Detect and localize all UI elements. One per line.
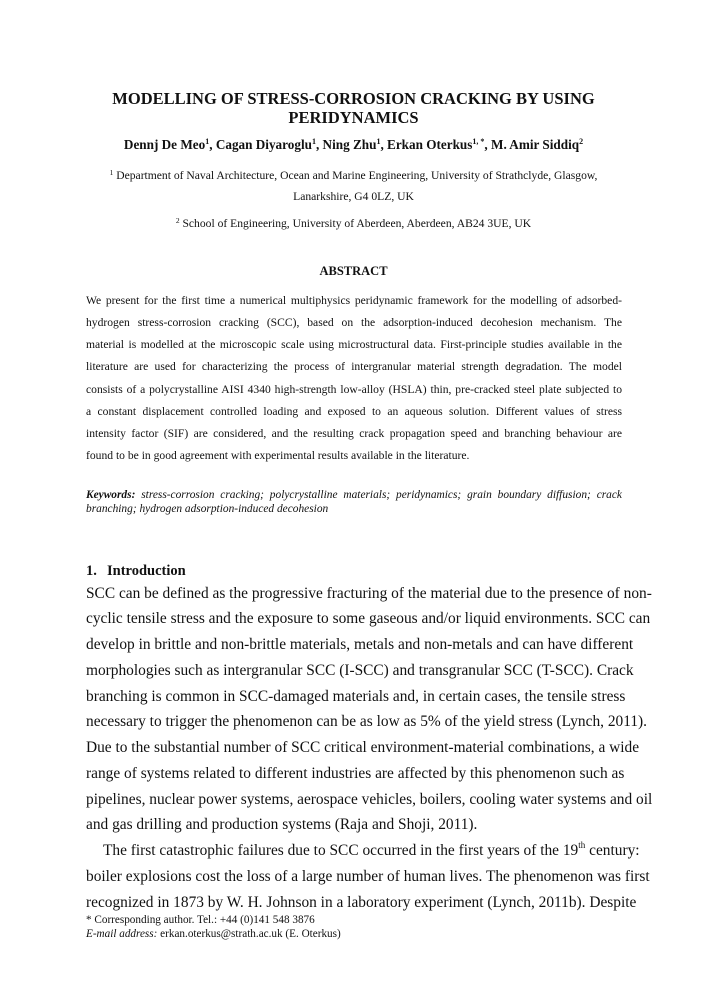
section-title: Introduction: [107, 563, 186, 579]
affiliation-text: School of Engineering, University of Aberdeen, Aberdeen, AB24 3UE, UK: [179, 217, 532, 230]
author-affiliation-mark: 1: [205, 137, 210, 146]
body-line: boiler explosions cost the loss of a large number of human lives. The phenomenon was first: [86, 868, 650, 885]
affiliation-mark: 1: [109, 168, 114, 177]
paper-title-line-1: MODELLING OF STRESS-CORROSION CRACKING BY USING: [112, 89, 595, 108]
abstract-heading: ABSTRACT: [319, 264, 388, 278]
author-affiliation-mark: 2: [579, 137, 584, 146]
section-heading-introduction: [86, 563, 186, 580]
ordinal-superscript: th: [578, 840, 586, 850]
author-affiliation-mark: 1: [376, 137, 381, 146]
abstract-line: literature are used for characterizing the process of intergranular material strength degradation. The model: [86, 360, 622, 373]
author-name: Dennj De Meo: [123, 137, 206, 152]
affiliation-mark: 2: [175, 216, 180, 225]
body-line: cyclic tensile stress and the exposure to some gaseous and/or liquid environments. SCC can: [86, 610, 651, 627]
abstract-line: found to be in good agreement with experimental results available in the literature.: [86, 449, 470, 462]
abstract-line: a constant displacement controlled loading and exposed to an aqueous solution. Different values of stress: [86, 405, 622, 418]
author-separator: ,: [380, 137, 388, 152]
paper-title-line-2: PERIDYNAMICS: [288, 108, 419, 127]
author-name: M. Amir Siddiq: [491, 137, 580, 152]
body-line: develop in brittle and non-brittle materials, metals and non-metals and can have different: [86, 636, 634, 653]
affiliation-text: Department of Naval Architecture, Ocean and Marine Engineering, University of Strathclyde, Glasgow,: [113, 169, 598, 182]
body-line: necessary to trigger the phenomenon can be as low as 5% of the yield stress (Lynch, 2011).: [86, 713, 648, 730]
section-number: 1.: [86, 563, 97, 579]
email-label: E-mail address:: [86, 928, 158, 940]
footnote-corresponding-author: * Corresponding author. Tel.: +44 (0)141 548 3876: [86, 914, 315, 926]
author-name: Ning Zhu: [322, 137, 377, 152]
body-line: pipelines, nuclear power systems, aerospace vehicles, boilers, cooling water systems and oil: [86, 791, 653, 808]
body-line: morphologies such as intergranular SCC (I-SCC) and transgranular SCC (T-SCC). Crack: [86, 662, 634, 679]
author-separator: ,: [484, 137, 491, 152]
body-line: [103, 840, 640, 860]
abstract-line: intensity factor (SIF) are considered, and the resulting crack propagation speed and branching behaviour are: [86, 427, 622, 440]
affiliation-1-line-2: Lanarkshire, G4 0LZ, UK: [293, 190, 414, 203]
email-value: erkan.oterkus@strath.ac.uk (E. Oterkus): [157, 928, 341, 940]
keywords-line-1: [86, 488, 622, 502]
affiliation-1: [0, 169, 707, 183]
body-line: branching is common in SCC-damaged materials and, in certain cases, the tensile stress: [86, 688, 626, 705]
author-separator: ,: [209, 137, 216, 152]
body-line: recognized in 1873 by W. H. Johnson in a laboratory experiment (Lynch, 2011b). Despite: [86, 894, 637, 911]
body-line: SCC can be defined as the progressive fracturing of the material due to the presence of non-: [86, 585, 652, 602]
author-affiliation-mark: 1: [311, 137, 316, 146]
keywords-text: stress-corrosion cracking; polycrystalline materials; peridynamics; grain boundary diffusion; crack: [135, 489, 622, 501]
author-list: [0, 137, 707, 153]
abstract-line: material is modelled at the microscopic scale using microstructural data. First-principle studies available in the: [86, 338, 622, 351]
body-line: range of systems related to different industries are affected by this phenomenon such as: [86, 765, 625, 782]
body-line: and gas drilling and production systems (Raja and Shoji, 2011).: [86, 816, 478, 833]
abstract-line: consists of a polycrystalline AISI 4340 high-strength low-alloy (HSLA) thin, pre-cracked steel plate subjected to: [86, 383, 622, 396]
affiliation-2: [0, 217, 707, 231]
author-affiliation-mark: 1, *: [472, 137, 485, 146]
author-separator: ,: [315, 137, 323, 152]
abstract-line: We present for the first time a numerical multiphysics peridynamic framework for the modelling of adsorbed-: [86, 294, 622, 307]
footnote-email: [86, 928, 341, 941]
author-name: Erkan Oterkus: [387, 137, 473, 152]
abstract-line: hydrogen stress-corrosion cracking (SCC), based on the adsorption-induced decohesion mechanism. The: [86, 316, 622, 329]
body-text: century:: [585, 842, 640, 859]
author-name: Cagan Diyaroglu: [215, 137, 312, 152]
body-text: The first catastrophic failures due to SCC occurred in the first years of the 19: [103, 842, 579, 859]
keywords-label: Keywords:: [86, 489, 136, 501]
keywords-line-2: branching; hydrogen adsorption-induced decohesion: [86, 503, 329, 515]
body-line: Due to the substantial number of SCC critical environment-material combinations, a wide: [86, 739, 640, 756]
